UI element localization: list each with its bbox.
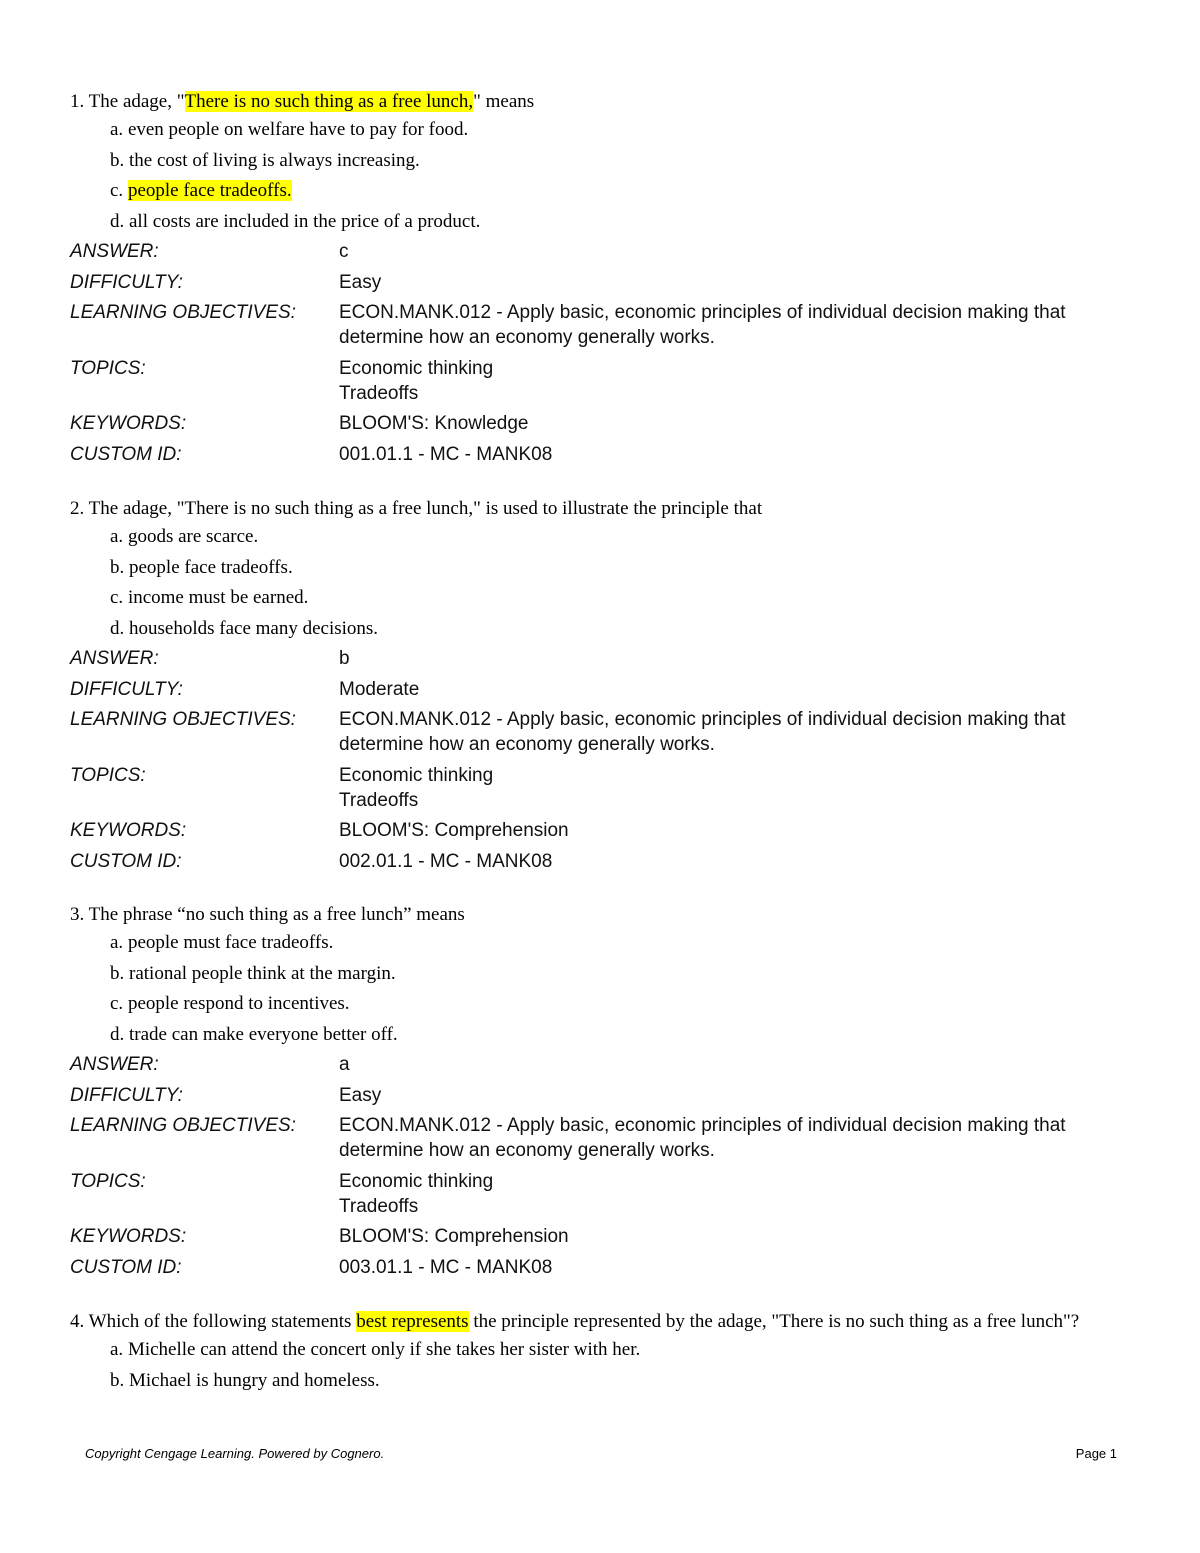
option-text: people respond to incentives.	[127, 993, 350, 1014]
option-prefix: a.	[110, 1339, 128, 1360]
option-text: people face tradeoffs.	[129, 556, 293, 578]
option-prefix: c.	[110, 587, 128, 608]
difficulty-value: Moderate	[339, 678, 420, 700]
answer-options	[70, 117, 1140, 235]
option-d	[70, 1022, 1140, 1048]
topics-row	[70, 763, 1140, 819]
question-metadata	[70, 1052, 1140, 1285]
option-prefix: c.	[110, 993, 128, 1014]
answer-options	[70, 1337, 1140, 1394]
topic-item: Economic thinking	[339, 357, 494, 379]
stem-text: the principle represented by the adage, "There is no such thing as a free lunch"?	[468, 1311, 1080, 1332]
topic-item: Economic thinking	[339, 1170, 494, 1192]
page-footer	[85, 1446, 1117, 1461]
custom-id-value: 001.01.1 - MC - MANK08	[339, 443, 553, 465]
option-d	[70, 616, 1140, 642]
stem-text: " means	[473, 91, 535, 112]
meta-label: TOPICS:	[70, 1170, 146, 1192]
keywords-row	[70, 411, 1140, 442]
answer-options	[70, 524, 1140, 642]
meta-label: DIFFICULTY:	[70, 1084, 183, 1106]
meta-label: ANSWER:	[70, 241, 159, 262]
meta-label: KEYWORDS:	[70, 1226, 187, 1247]
option-prefix: a.	[110, 526, 128, 547]
answer-value: a	[339, 1054, 350, 1075]
option-prefix: b.	[110, 962, 129, 984]
option-text: goods are scarce.	[127, 526, 259, 547]
question-stem	[70, 89, 1140, 115]
meta-label: TOPICS:	[70, 357, 146, 379]
option-text: people must face tradeoffs.	[127, 932, 334, 953]
topics-value	[339, 763, 1140, 813]
option-prefix: d.	[110, 1023, 129, 1045]
option-a	[70, 524, 1140, 550]
meta-label: TOPICS:	[70, 764, 146, 786]
question-1	[70, 89, 1140, 472]
option-prefix: d.	[110, 210, 129, 232]
meta-label: KEYWORDS:	[70, 413, 187, 434]
answer-row	[70, 646, 1140, 677]
learning-objectives-row	[70, 1113, 1140, 1169]
meta-label: LEARNING OBJECTIVES:	[70, 302, 296, 323]
meta-label: DIFFICULTY:	[70, 678, 183, 700]
option-text-highlighted: people face tradeoffs.	[127, 180, 292, 201]
option-text: Michael is hungry and homeless.	[129, 1369, 380, 1391]
topic-item: Tradeoffs	[339, 382, 419, 404]
option-b	[70, 555, 1140, 581]
custom-id-value: 003.01.1 - MC - MANK08	[339, 1256, 553, 1278]
option-prefix: c.	[110, 180, 128, 201]
option-prefix: b.	[110, 556, 129, 578]
answer-value: b	[339, 648, 350, 669]
keywords-value: BLOOM'S: Comprehension	[339, 820, 569, 841]
question-metadata	[70, 239, 1140, 472]
question-4	[70, 1309, 1140, 1398]
answer-row	[70, 1052, 1140, 1083]
option-text: all costs are included in the price of a product.	[129, 210, 481, 232]
meta-label: KEYWORDS:	[70, 820, 187, 841]
difficulty-value: Easy	[339, 271, 382, 293]
option-b	[70, 1368, 1140, 1394]
option-prefix: d.	[110, 617, 129, 639]
option-text: rational people think at the margin.	[129, 962, 396, 984]
option-text: trade can make everyone better off.	[129, 1023, 398, 1045]
topic-item: Tradeoffs	[339, 1195, 419, 1217]
topic-item: Tradeoffs	[339, 789, 419, 811]
option-text: households face many decisions.	[129, 617, 379, 639]
option-text: the cost of living is always increasing.	[129, 149, 420, 171]
option-text: even people on welfare have to pay for food.	[127, 119, 469, 140]
meta-label: CUSTOM ID:	[70, 443, 182, 465]
difficulty-row	[70, 1083, 1140, 1114]
option-c	[70, 991, 1140, 1017]
option-a	[70, 1337, 1140, 1363]
option-c	[70, 585, 1140, 611]
topics-row	[70, 356, 1140, 412]
highlighted-text: best represents	[356, 1311, 469, 1332]
option-c	[70, 178, 1140, 204]
option-d	[70, 209, 1140, 235]
topic-item: Economic thinking	[339, 764, 494, 786]
question-metadata	[70, 646, 1140, 879]
answer-row	[70, 239, 1140, 270]
stem-text: 4. Which of the following statements	[70, 1311, 357, 1332]
meta-label: LEARNING OBJECTIVES:	[70, 1115, 296, 1136]
learning-objectives-value: ECON.MANK.012 - Apply basic, economic principles of individual decision making that determine how an economy generally works.	[339, 1115, 1066, 1161]
meta-label: LEARNING OBJECTIVES:	[70, 709, 296, 730]
custom-id-row	[70, 1255, 1140, 1286]
copyright-text: Copyright Cengage Learning. Powered by Cognero.	[85, 1446, 385, 1461]
keywords-row	[70, 1224, 1140, 1255]
option-text: Michelle can attend the concert only if she takes her sister with her.	[127, 1339, 641, 1360]
difficulty-row	[70, 677, 1140, 708]
question-stem: 3. The phrase “no such thing as a free lunch” means	[70, 904, 465, 925]
custom-id-row	[70, 849, 1140, 880]
meta-label: CUSTOM ID:	[70, 1256, 182, 1278]
custom-id-row	[70, 442, 1140, 473]
keywords-value: BLOOM'S: Comprehension	[339, 1226, 569, 1247]
keywords-row	[70, 818, 1140, 849]
meta-label: CUSTOM ID:	[70, 850, 182, 872]
question-stem: 2. The adage, "There is no such thing as a free lunch," is used to illustrate the principle that	[70, 498, 763, 519]
learning-objectives-value: ECON.MANK.012 - Apply basic, economic principles of individual decision making that determine how an economy generally works.	[339, 709, 1066, 755]
learning-objectives-row	[70, 300, 1140, 356]
meta-label: ANSWER:	[70, 1054, 159, 1075]
question-stem	[70, 1309, 1140, 1335]
custom-id-value: 002.01.1 - MC - MANK08	[339, 850, 553, 872]
topics-value	[339, 1169, 1140, 1219]
topics-value	[339, 356, 1140, 406]
highlighted-text: There is no such thing as a free lunch,	[184, 91, 474, 112]
option-a	[70, 117, 1140, 143]
meta-label: ANSWER:	[70, 648, 159, 669]
difficulty-row	[70, 270, 1140, 301]
option-prefix: a.	[110, 932, 128, 953]
meta-label: DIFFICULTY:	[70, 271, 183, 293]
stem-text: 1. The adage, "	[70, 91, 185, 112]
difficulty-value: Easy	[339, 1084, 382, 1106]
option-prefix: b.	[110, 1369, 129, 1391]
page-number: Page 1	[1075, 1446, 1117, 1461]
learning-objectives-row	[70, 707, 1140, 763]
learning-objectives-value: ECON.MANK.012 - Apply basic, economic principles of individual decision making that determine how an economy generally works.	[339, 302, 1066, 348]
option-b	[70, 961, 1140, 987]
option-text: income must be earned.	[127, 587, 309, 608]
answer-value: c	[339, 241, 349, 262]
keywords-value: BLOOM'S: Knowledge	[339, 413, 529, 434]
answer-options	[70, 930, 1140, 1048]
option-prefix: a.	[110, 119, 128, 140]
question-3	[70, 902, 1140, 1285]
option-b	[70, 148, 1140, 174]
topics-row	[70, 1169, 1140, 1225]
question-2	[70, 496, 1140, 879]
option-a	[70, 930, 1140, 956]
option-prefix: b.	[110, 149, 129, 171]
